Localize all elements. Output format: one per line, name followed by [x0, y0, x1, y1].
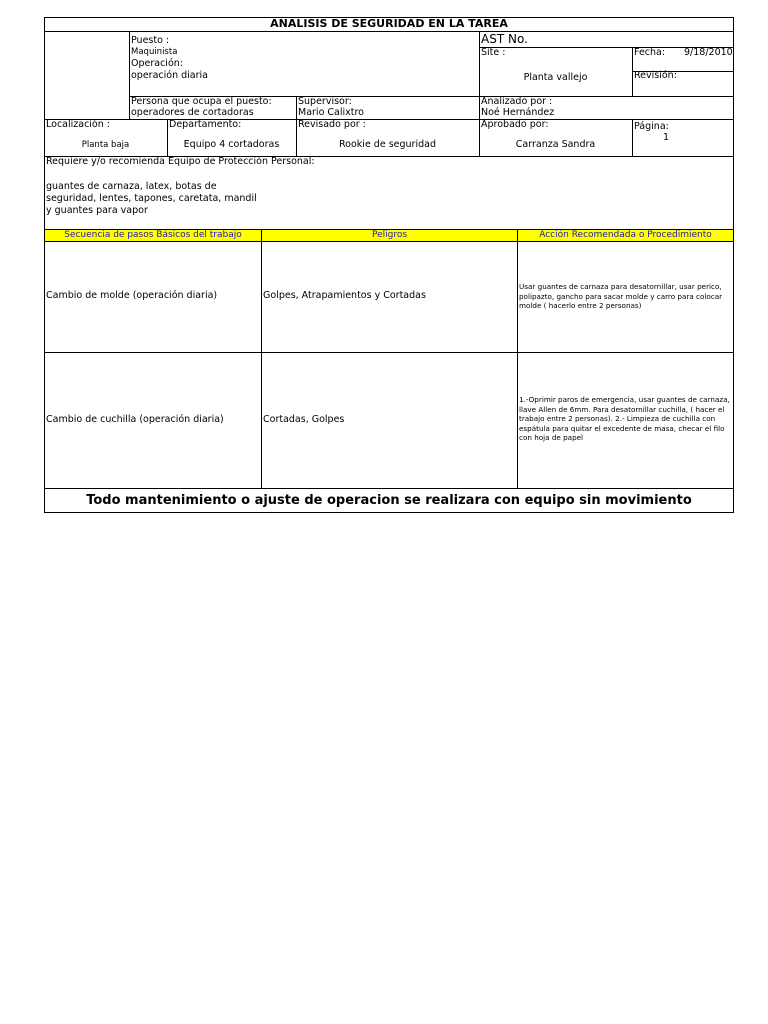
revision-label: Revisión:: [634, 70, 677, 81]
aprobado-label: Aprobado por:: [481, 119, 549, 130]
column-header-hazards: Peligros: [262, 230, 517, 241]
epp-line-3: y guantes para vapor: [46, 205, 148, 216]
site-label: Site :: [481, 47, 506, 58]
row-2-step: Cambio de cuchilla (operación diaria): [46, 414, 224, 425]
persona-value: operadores de cortadoras: [131, 107, 254, 118]
row-1-hazard: Golpes, Atrapamientos y Cortadas: [263, 290, 426, 301]
operacion-value: operación diaria: [131, 70, 208, 81]
site-value: Planta vallejo: [523, 72, 588, 83]
pagina-label: Página:: [634, 121, 669, 132]
persona-label: Persona que ocupa el puesto:: [131, 96, 272, 107]
epp-label: Requiere y/o recomienda Equipo de Protección Personal:: [46, 156, 315, 167]
fecha-label: Fecha:: [634, 47, 666, 58]
epp-line-1: guantes de carnaza, latex, botas de: [46, 181, 217, 192]
revisado-label: Revisado por :: [298, 119, 366, 130]
puesto-label: Puesto :: [131, 35, 170, 46]
operacion-label: Operación:: [131, 58, 183, 69]
analizado-value: Noé Hernández: [481, 107, 555, 118]
localizacion-label: Localización :: [46, 119, 110, 130]
row-2-action: 1.-Oprimir paros de emergencia, usar guantes de carnaza, llave Allen de 6mm. Para desatornillar cuchilla, ( hacer el trabajo entre 2 personas). 2.- Limpieza de cuchilla con espátula para quitar el excedente de masa, checar el filo con hoja de papel: [519, 395, 730, 443]
supervisor-label: Supervisor:: [298, 96, 352, 107]
ast-label: AST No.: [481, 32, 528, 46]
column-header-steps: Secuencia de pasos Básicos del trabajo: [45, 230, 261, 241]
analizado-label: Analizado por :: [481, 96, 553, 107]
column-header-actions: Acción Recomendada o Procedimiento: [518, 230, 733, 241]
footer-statement: Todo mantenimiento o ajuste de operacion se realizara con equipo sin movimiento: [86, 493, 692, 508]
fecha-value: 9/18/2010: [684, 47, 733, 58]
form-title: ANALISIS DE SEGURIDAD EN LA TAREA: [270, 17, 508, 30]
pagina-value: 1: [663, 132, 670, 143]
row-1-action: Usar guantes de carnaza para desatornillar, usar perico, polipazto, gancho para sacar molde y carro para colocar molde ( hacerlo entre 2 personas): [519, 282, 723, 311]
supervisor-value: Mario Calixtro: [298, 107, 364, 118]
departamento-value: Equipo 4 cortadoras: [183, 139, 280, 150]
revisado-value: Rookie de seguridad: [339, 139, 436, 150]
departamento-label: Departamento:: [169, 119, 242, 130]
aprobado-value: Carranza Sandra: [515, 139, 596, 150]
localizacion-value: Planta baja: [81, 140, 130, 150]
row-1-step: Cambio de molde (operación diaria): [46, 290, 218, 301]
row-2-hazard: Cortadas, Golpes: [263, 414, 345, 425]
puesto-value: Maquinista: [131, 47, 178, 57]
epp-line-2: seguridad, lentes, tapones, caretata, mandil: [46, 193, 257, 204]
